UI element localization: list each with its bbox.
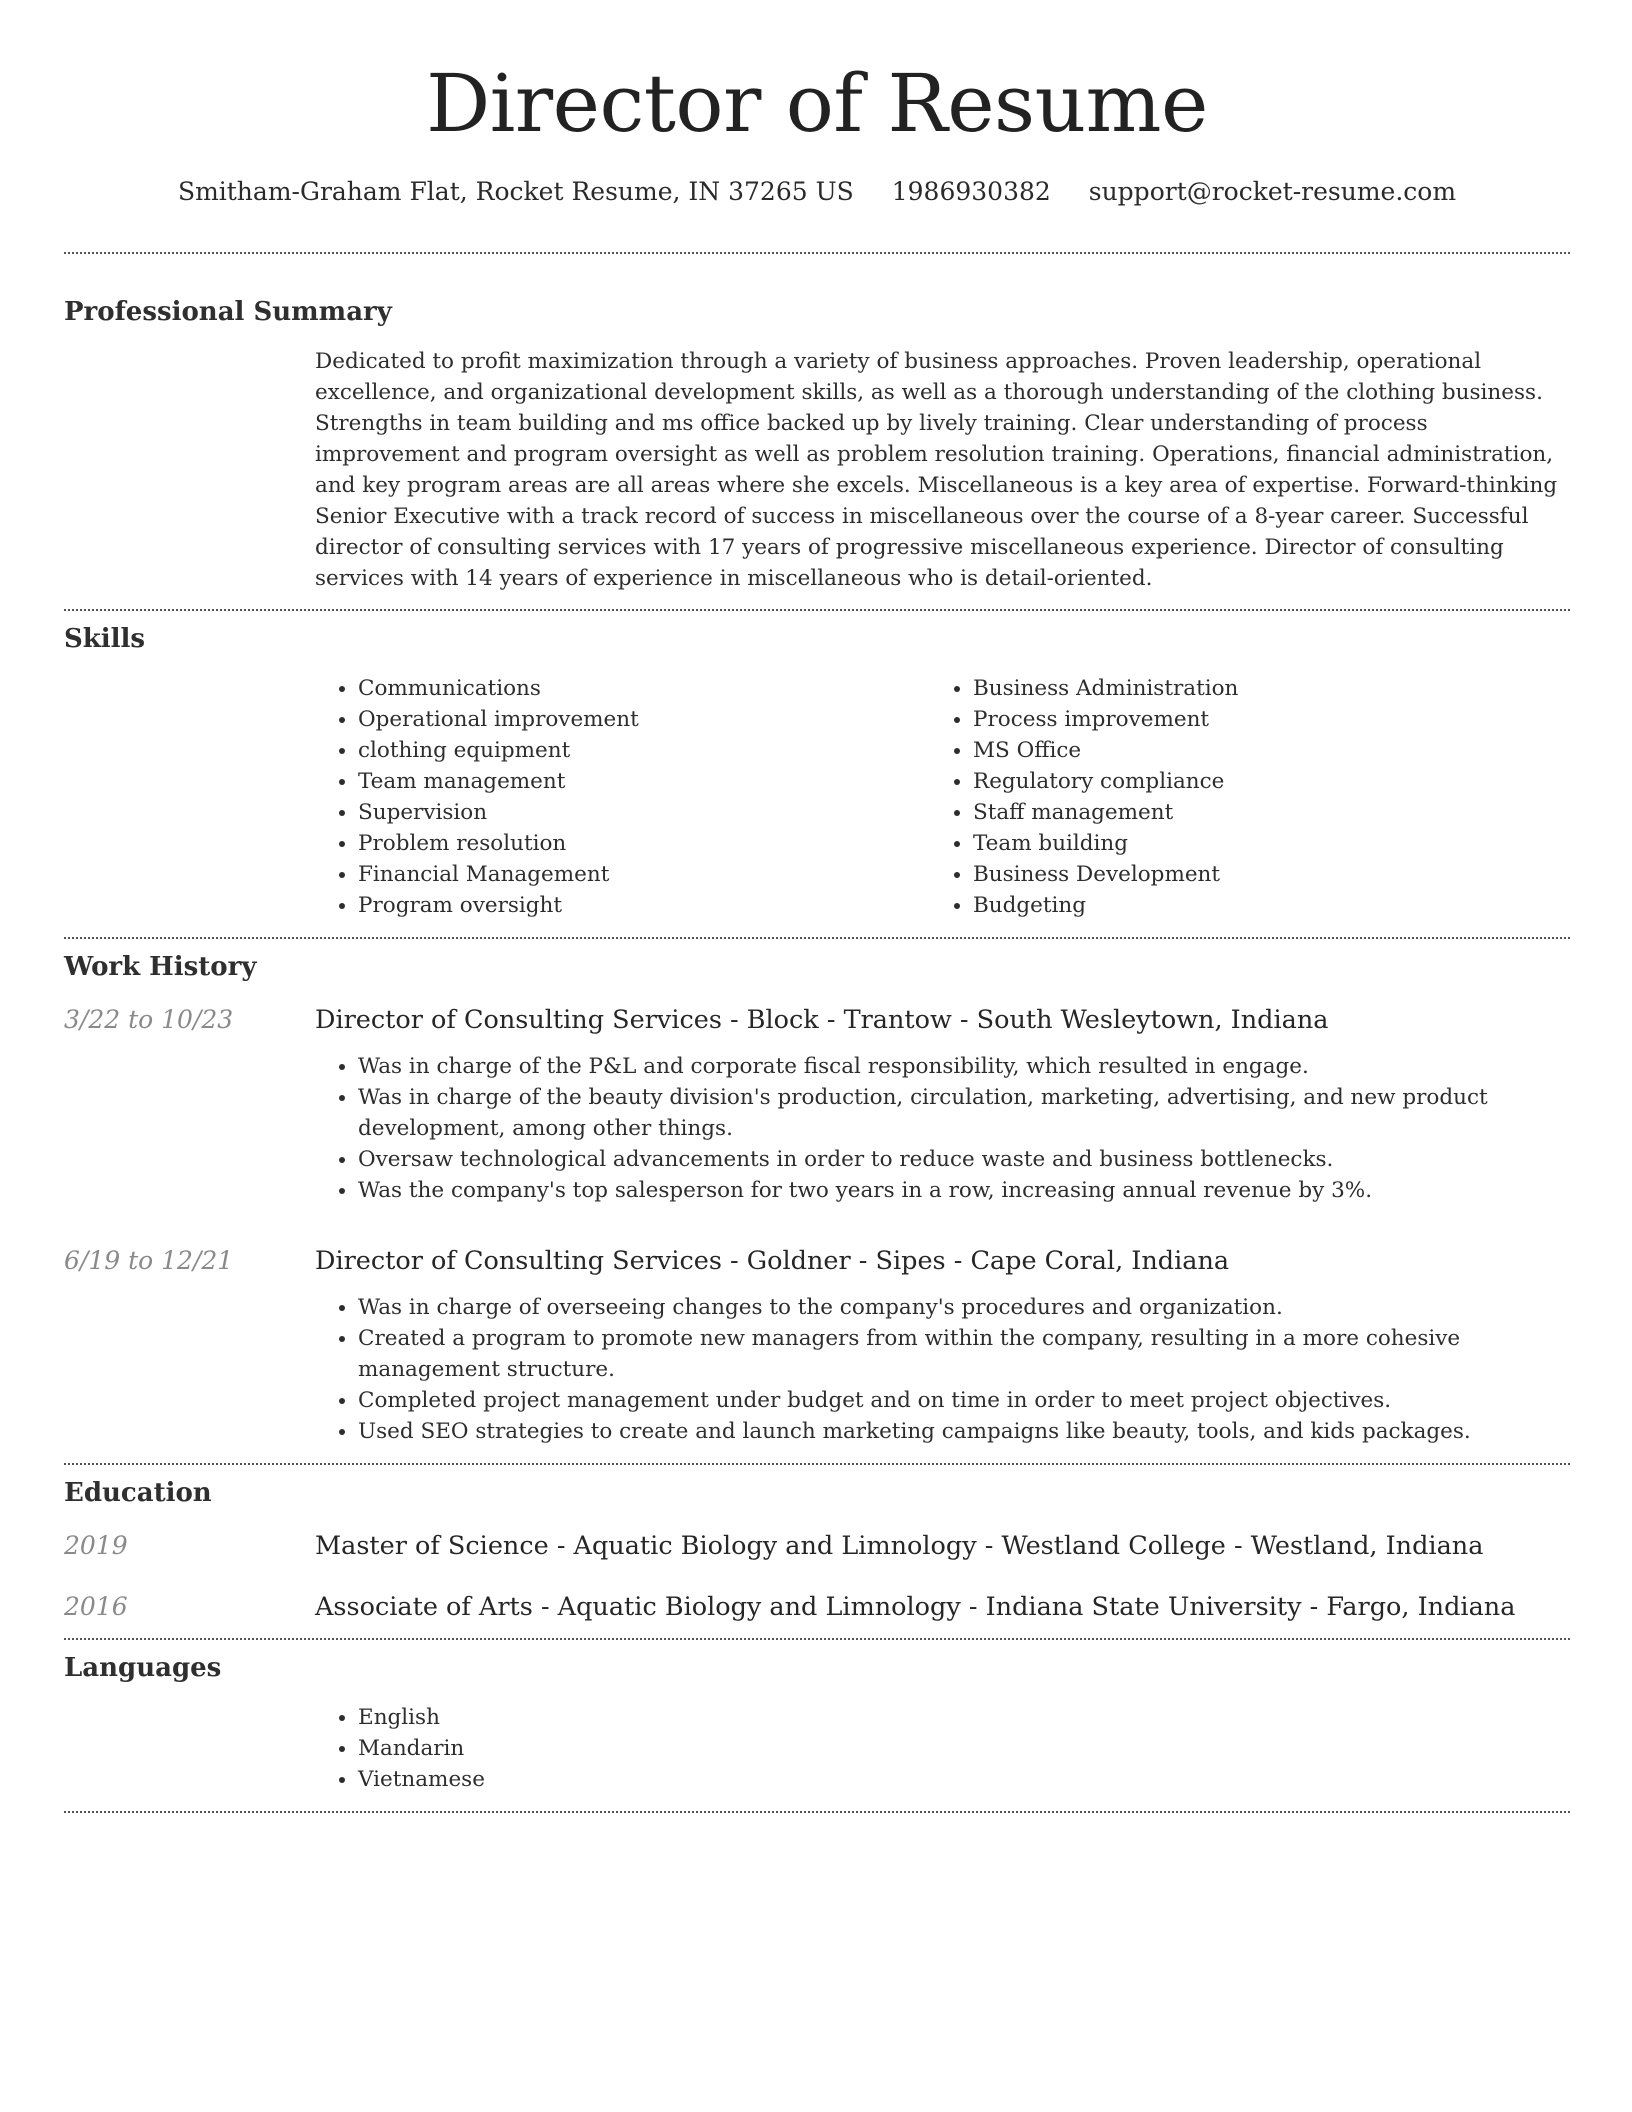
skill-item: • Budgeting bbox=[973, 890, 1545, 921]
section-divider bbox=[64, 1638, 1570, 1640]
languages-list bbox=[315, 1702, 1570, 1795]
skill-item: • Supervision bbox=[358, 797, 930, 828]
section-title-summary: Professional Summary bbox=[64, 297, 392, 327]
education-entry bbox=[64, 1592, 1570, 1622]
skill-item: • Communications bbox=[358, 673, 930, 704]
education-year: 2016 bbox=[64, 1592, 128, 1621]
skill-item: • Financial Management bbox=[358, 859, 930, 890]
skill-item: • clothing equipment bbox=[358, 735, 930, 766]
job-bullet: • Completed project management under budget and on time in order to meet project objectives. bbox=[358, 1385, 1570, 1416]
education-section bbox=[64, 1475, 1570, 1622]
section-title-education: Education bbox=[64, 1478, 212, 1508]
skills-columns bbox=[315, 673, 1570, 921]
section-title-skills: Skills bbox=[64, 624, 146, 654]
skills-list-right bbox=[930, 673, 1545, 921]
language-item: • English bbox=[358, 1702, 1570, 1733]
skill-item: • Team building bbox=[973, 828, 1545, 859]
section-title-work-history: Work History bbox=[64, 952, 257, 982]
job-bullets bbox=[315, 1051, 1570, 1206]
education-title: Master of Science - Aquatic Biology and Limnology - Westland College - Westland, Indiana bbox=[315, 1531, 1484, 1561]
work-history-section bbox=[64, 949, 1570, 1447]
section-title-languages: Languages bbox=[64, 1653, 222, 1683]
summary-section bbox=[64, 294, 1570, 594]
skill-item: • Business Development bbox=[973, 859, 1545, 890]
job-bullet: • Was in charge of overseeing changes to the company's procedures and organization. bbox=[358, 1292, 1570, 1323]
job-bullet: • Used SEO strategies to create and launch marketing campaigns like beauty, tools, and kids packages. bbox=[358, 1416, 1570, 1447]
education-title: Associate of Arts - Aquatic Biology and Limnology - Indiana State University - Fargo, Indiana bbox=[315, 1592, 1516, 1622]
contact-address: Smitham-Graham Flat, Rocket Resume, IN 37265 US bbox=[177, 177, 854, 206]
skill-item: • Process improvement bbox=[973, 704, 1545, 735]
section-divider bbox=[64, 1811, 1570, 1813]
skills-list-left bbox=[315, 673, 930, 921]
job-bullet: • Was in charge of the P&L and corporate fiscal responsibility, which resulted in engage. bbox=[358, 1051, 1570, 1082]
contact-email: support@rocket-resume.com bbox=[1088, 177, 1457, 206]
skill-item: • Program oversight bbox=[358, 890, 930, 921]
job-bullet: • Was the company's top salesperson for two years in a row, increasing annual revenue by 3%. bbox=[358, 1175, 1570, 1206]
job-bullets bbox=[315, 1292, 1570, 1447]
job-header bbox=[64, 1005, 1570, 1035]
job-title: Director of Consulting Services - Block - Trantow - South Wesleytown, Indiana bbox=[315, 1005, 1329, 1035]
skills-section bbox=[64, 621, 1570, 921]
job-entry bbox=[64, 1246, 1570, 1447]
skill-item: • Team management bbox=[358, 766, 930, 797]
resume-name: Director of Resume bbox=[426, 57, 1208, 150]
skill-item: • Business Administration bbox=[973, 673, 1545, 704]
skill-item: • MS Office bbox=[973, 735, 1545, 766]
skill-item: • Staff management bbox=[973, 797, 1545, 828]
job-bullet: • Oversaw technological advancements in order to reduce waste and business bottlenecks. bbox=[358, 1144, 1570, 1175]
skill-item: • Regulatory compliance bbox=[973, 766, 1545, 797]
contact-line bbox=[64, 172, 1570, 212]
section-divider bbox=[64, 609, 1570, 611]
skill-item: • Operational improvement bbox=[358, 704, 930, 735]
contact-phone: 1986930382 bbox=[891, 177, 1051, 206]
job-entry bbox=[64, 1005, 1570, 1206]
resume-page bbox=[64, 0, 1570, 1813]
language-item: • Mandarin bbox=[358, 1733, 1570, 1764]
job-bullet: • Created a program to promote new managers from within the company, resulting in a more cohesive management structure. bbox=[358, 1323, 1570, 1385]
languages-section bbox=[64, 1650, 1570, 1795]
job-header bbox=[64, 1246, 1570, 1276]
summary-text: Dedicated to profit maximization through a variety of business approaches. Proven leadership, operational excellence, and organizational development skills, as well as a thorough understanding of the clothing business. Strengths in team building and ms office backed up by lively training. Clear understanding of process improvement and program oversight as well as problem resolution training. Operations, financial administration, and key program areas are all areas where she excels. Miscellaneous is a key area of expertise. Forward-thinking Senior Executive with a track record of success in miscellaneous over the course of a 8-year career. Successful director of consulting services with 17 years of progressive miscellaneous experience. Director of consulting services with 14 years of experience in miscellaneous who is detail-oriented. bbox=[315, 349, 1558, 591]
section-divider bbox=[64, 937, 1570, 939]
job-bullet: • Was in charge of the beauty division's production, circulation, marketing, advertising, and new product development, among other things. bbox=[358, 1082, 1570, 1144]
skill-item: • Problem resolution bbox=[358, 828, 930, 859]
education-entry bbox=[64, 1531, 1570, 1561]
section-divider bbox=[64, 252, 1570, 254]
job-title: Director of Consulting Services - Goldner - Sipes - Cape Coral, Indiana bbox=[315, 1246, 1230, 1276]
job-dates: 3/22 to 10/23 bbox=[64, 1005, 234, 1034]
language-item: • Vietnamese bbox=[358, 1764, 1570, 1795]
section-divider bbox=[64, 1463, 1570, 1465]
education-year: 2019 bbox=[64, 1531, 128, 1560]
job-dates: 6/19 to 12/21 bbox=[64, 1246, 234, 1275]
